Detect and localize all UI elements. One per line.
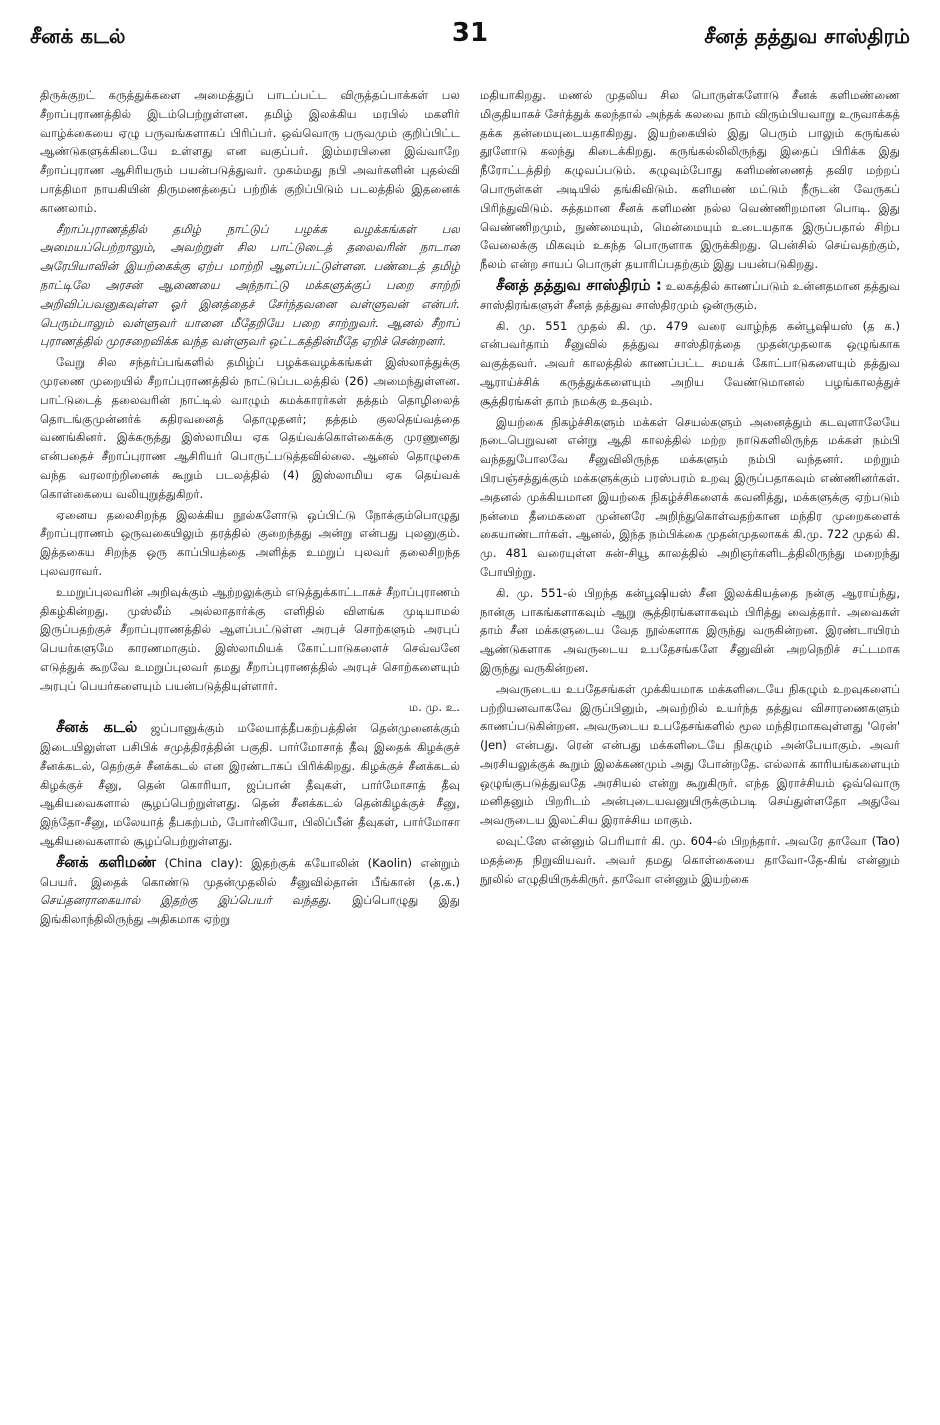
paragraph: மதியாகிறது. மணல் முதலிய சில பொருள்களோடு சீனக் களிமண்ணை மிகுதியாகச் சேர்த்துக் கலந்தால் அந்தக் கலவை நாம் விரும்பியவாறு உருவாக்கத் தக்க தன்மையுடையதாகிறது. இயற்கையில் இது பெரும் பாலும் கருங்கல் தூளோடு கலந்து கிடைக்கிறது. கருங்கல்லிலிருந்து இதைப் பிரிக்க இது நீரோட்டத்திற் கழுவப்படும். கழுவும்போது களிமண்ணைத் தவிர மற்றப் பொருள்கள் அடியில் தங்கிவிடும். களிமண் மட்டும் நீருடன் வேருகப் பிரிந்துவிடும். சுத்தமான சீனக் களிமண் நல்ல வெண்ணிறமான பொடி. இது வெண்ணிறமும், நுண்மையும், மென்மையும் உடையதாக இருப்பதால் சிற்ப வேலைக்கு மிகவும் உகந்த பொருளாக இருக்கிறது. பென்சில் செய்வதற்கும், நீலம் என்ற சாயப் பொருள் தயாரிப்பதற்கும் இது பயன்படுகிறது. — [480, 88, 900, 272]
header-left-entry: சீனக் கடல் — [30, 24, 126, 48]
entry-body: செய்தனராகையால் இதற்கு இப்பெயர் வந்தது. — [40, 893, 332, 908]
header-right-entry: சீனத் தத்துவ சாஸ்திரம் — [704, 24, 910, 48]
page-number: 31 — [451, 18, 489, 48]
paragraph: லவுட்ஸே என்னும் பெரியார் கி. மு. 604-ல் பிறந்தார். அவரே தாவோ (Tao) மதத்தை நிறுவியவர். அவர் தமது கொள்கையை தாவோ-தே-கிங் என்னும் நூலில் எழுதியிருக்கிருர். தாவோ என்னும் இயற்கை — [480, 834, 900, 886]
paragraph: உமறுப்புலவரின் அறிவுக்கும் ஆற்றலுக்கும் எடுத்துக்காட்டாகச் சீறாப்புராணம் திகழ்கின்றது. முஸ்லீம் அல்லாதார்க்கு எளிதில் விளங்க முடியாமல் இருப்பதற்குச் சீறாப்புராணத்தில் ஆளப்பட்டுள்ள அரபுச் சொற்களும் அரபுப் பெயர்களுமே காரணமாகும். இஸ்லாமியக் கோட்பாடுகளைச் செவ்வனே எடுத்துக் கூறவே உமறுப்புலவர் தமது சீறாப்புராணத்தில் அரபுச் சொற்களையும் அரபுப் பெயர்களையும் பயன்படுத்தியுள்ளார். — [40, 584, 460, 693]
paragraph: சீறாப்புராணத்தில் தமிழ் நாட்டுப் பழக்க வழக்கங்கள் பல அமையப்பெற்றாலும், அவற்றுள் சில பாட்டுடைத் தலைவரின் நாடான அரேபியாவின் இயற்கைக்கு ஏற்ப மாற்றி ஆளப்பட்டுள்ளன. பண்டைத் தமிழ் நாட்டிலே அரசன் ஆணையை அந்நாட்டு மக்களுக்குப் பறை சாற்றி அறிவிப்பவனுகவுள்ள ஓர் இனத்தைச் சேர்ந்தவனை வள்ளுவன் என்பர். பெரும்பாலும் வள்ளுவர் யானை மீதேறியே பறை சாற்றுவர். ஆனல் சீறாப் புராணத்தில் முரசறைவிக்க வந்த வள்ளுவர் ஒட்டகத்தின்மீதே ஏறிச் சென்றனர். — [40, 221, 460, 349]
entry-english-term: (China clay): — [164, 855, 243, 870]
paragraph: இயற்கை நிகழ்ச்சிகளும் மக்கள் செயல்களும் அனைத்தும் கடவுளாலேயே நடைபெறுவன என்று ஆதி காலத்தில் மற்ற நாடுகளிலிருந்த மக்கள் நம்பி வந்ததுபோலவே சீனுவிலிருந்த மக்களும் நம்பி வந்தனர். மற்றும் பிரபஞ்சத்துக்கும் மக்களுக்கும் பரஸ்பரம் உறவு இருப்பதாகவும் எண்ணினர்கள். அதனல் முக்கியமான இயற்கை நிகழ்ச்சிகளைக் கவனித்து, மக்களுக்கு ஏற்படும் நன்மை தீமைகளை முன்னரே அறிந்துகொள்வதற்கான மந்திர முறைகளைக் கையாண்டார்கள். ஆனல், இந்த நம்பிக்கை முதன்முதலாகக் கி.மு. 722 முதல் கி. மு. 481 வரையுள்ள சுன்-சியூ காலத்தில் அறிஞர்களிடத்திலிருந்து மறைந்து போயிற்று. — [480, 414, 900, 579]
entry-chinese-sea — [40, 718, 460, 851]
paragraph: திருக்குறட் கருத்துக்களை அமைத்துப் பாடப்பட்ட விருத்தப்பாக்கள் பல சீறாப்புராணத்தில் இடம்பெற்றுள்ளன. தமிழ் இலக்கிய மரபில் மகளிர் வாழ்க்கையை ஏழு பருவங்களாகப் பிரிப்பர். ஒவ்வொரு பருவமும் குறிப்பிட்ட ஆண்டுகளுக்கிடையே உள்ளது என வகுப்பர். இம்மரபினை இவ்வாறே சீறாப்புராண ஆசிரியரும் பயன்படுத்துவர். முகம்மது நபி அவர்களின் புதல்வி பாத்திமா நாயகியின் திருமணத்தைப் பற்றிக் குறிப்பிடும் படலத்தில் இதனைக் காணலாம். — [40, 88, 460, 215]
paragraph: கி. மு. 551 முதல் கி. மு. 479 வரை வாழ்ந்த கன்பூஷியஸ் (த க.) என்பவர்தாம் சீனுவில் தத்துவ சாஸ்திரத்தை முதன்முதலாக ஒழுங்காக வகுத்தவர். அவர் காலத்தில் காணப்பட்ட சமயக் கோட்பாடுகளையும் தத்துவ ஆராய்ச்சிக் கருத்துக்களையும் அறிய வேண்டுமானல் பழங்காலத்துச் சூத்திரங்கள் தாம் நமக்கு உதவும். — [480, 318, 900, 408]
text-columns — [40, 86, 900, 1416]
right-column — [480, 86, 900, 1416]
entry-china-clay — [40, 853, 460, 929]
entry-body: உலகத்தில் காணப்படும் உன்னதமான தத்துவ சாஸ்திரங்களுள் சீனத் தத்துவ சாஸ்திரமும் ஒன்ருகும். — [480, 278, 900, 312]
entry-heading: சீனக் களிமண் — [56, 852, 156, 871]
left-column — [40, 86, 460, 1416]
running-header — [30, 18, 910, 58]
paragraph: ஏனைய தலைசிறந்த இலக்கிய நூல்களோடு ஒப்பிட்டு நோக்கும்பொழுது சீறாப்புராணம் ஒருவகையிலும் தரத்தில் குறைந்தது அன்று என்பது புலனுகும். இத்தகைய சிறந்த ஒரு காப்பியத்தை அளித்த உமறுப் புலவர் தலைசிறந்த புலவராவர். — [40, 507, 460, 578]
entry-body: இதற்குக் கயோலின் (Kaolin) என்றும் பெயர். இதைக் கொண்டு முதன்முதலில் சீனுவில்தான் பீங்கான் (த.க.) — [40, 855, 460, 889]
entry-chinese-philosophy — [480, 276, 900, 315]
author-signature: ம. மு. உ. — [408, 699, 460, 714]
entry-body: ஜப்பானுக்கும் மலேயாத்தீபகற்பத்தின் தென்முனைக்கும் இடையிலுள்ள பசிபிக் சமுத்திரத்தின் பகுதி. பார்மோசாத் தீவு இதைக் கிழக்குச் சீனக்கடல், தெற்குச் சீனக்கடல் என இரண்டாகப் பிரிக்கிறது. கிழக்குச் சீனக்கடல் கிழக்குச் சீனு, தென் கொரியா, ஜப்பான் தீவுகள், பார்மோசாத் தீவு ஆகியவைகளால் சூழப்பெற்றுள்ளது. தென் சீனக்கடல் தென்கிழக்குச் சீனு, இந்தோ-சீனு, மலேயாத் தீபகற்பம், போர்னியோ, பிலிப்பீன் தீவுகள், பார்மோசா ஆகியவைகளால் சூழப்பெற்றுள்ளது. — [40, 721, 460, 849]
entry-heading: சீனத் தத்துவ சாஸ்திரம் : — [496, 275, 662, 294]
entry-body: இப்பொழுது இது இங்கிலாந்திலிருந்து அதிகமாக ஏற்று — [40, 893, 460, 927]
paragraph: அவருடைய உபதேசங்கள் முக்கியமாக மக்களிடையே நிகழும் உறவுகளைப் பற்றியனவாகவே இருப்பினும், அவற்றில் உயர்ந்த தத்துவ விசாரணைகளும் காணப்படுகின்றன. அவருடைய உபதேசங்களில் மூல மந்திரமாகவுள்ளது 'ரென்' (Jen) என்பது. ரென் என்பது மக்களிடையே நிகழும் அன்பேயாகும். அவர் அரசியலுக்குக் கூறும் இலக்கணமும் அது போன்றதே. எல்லாக் காரியங்களையும் ஒழுங்குபடுத்துவதே அரசியல் என்று கூறுகிருர். எந்த இராச்சியம் ஒவ்வொரு மனிதனும் பிறரிடம் அன்புடையவனுயிருக்கும்படி செய்துள்ளதோ அதுவே அவருடைய இலட்சிய இராச்சிய மாகும். — [480, 681, 900, 828]
paragraph: வேறு சில சந்தர்ப்பங்களில் தமிழ்ப் பழக்கவழக்கங்கள் இஸ்லாத்துக்கு முரணை முறையில் சீறாப்புராணத்தில் நாட்டுப்படலத்தில் (26) அமைந்துள்ளன. பாட்டுடைத் தலைவரின் நாட்டில் வாழும் கமக்காரர்கள் தத்தம் தொழிலைத் தொடங்குமுன்னர்க் கதிரவனைத் தொழுதனர்; தத்தம் குலதெய்வத்தை வணங்கினர். இக்கருத்து இஸ்லாமிய ஏக தெய்வக்கொள்கைக்கு முரணுனது என்பதைச் சீறாப்புராண ஆசிரியர் பொருட்படுத்தவில்லை. ஆனல் தொழுகை வந்த வரலாற்றினைக் கூறும் படலத்தில் (4) இஸ்லாமிய ஏக தெய்வக் கொள்கையை வலியுறுத்துகிறர். — [40, 355, 460, 501]
entry-heading: சீனக் கடல் — [56, 718, 138, 737]
paragraph: கி. மு. 551-ல் பிறந்த கன்பூஷியஸ் சீன இலக்கியத்தை நன்கு ஆராய்ந்து, நான்கு பாகங்களாகவும் ஆறு சூத்திரங்களாகவும் பிரித்து வைத்தார். அவைகள் தாம் சீன மக்களுடைய வேத நூல்களாக இருந்து வருகின்றன. இரண்டாயிரம் ஆண்டுகளாக அவருடைய உபதேசங்களே சீனுவின் அறநெறிச் சட்டமாக இருந்து வருகின்றன. — [480, 585, 900, 675]
